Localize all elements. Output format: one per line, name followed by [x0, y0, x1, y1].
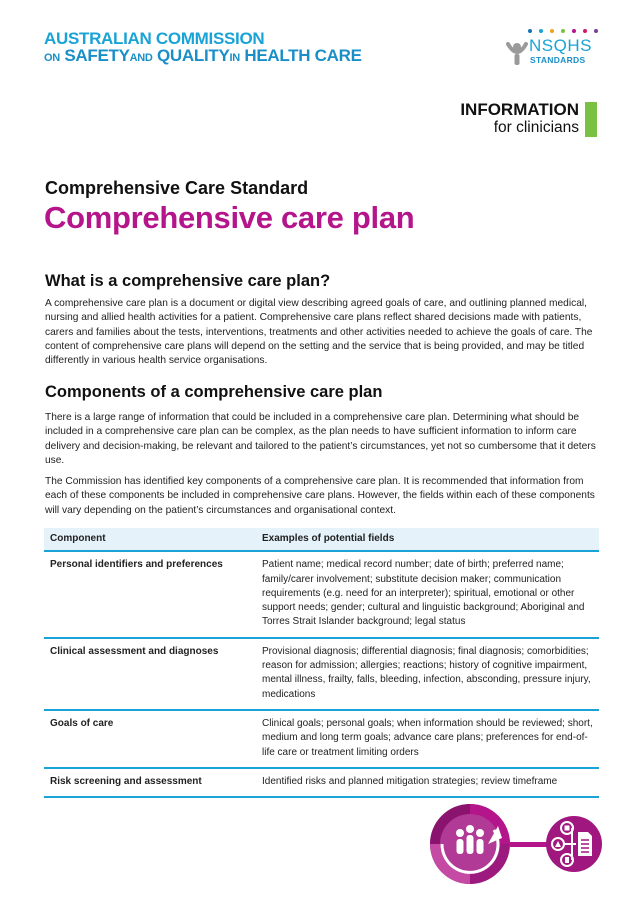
fields-cell: Clinical goals; personal goals; when information should be reviewed; short, medium and long term goals; advance care plans; preferences for end-of-life care or treatment limiting orders	[256, 710, 599, 768]
fields-cell: Patient name; medical record number; date of birth; preferred name; family/carer involvement; substitute decision maker; communication requirements (e.g. need for an interpreter); spiritual, emotional or other support needs; gender; cultural and linguistic background; Aboriginal and Torres Strait Islander background; legal status	[256, 551, 599, 637]
table-row	[44, 768, 599, 797]
care-plan-illustration	[428, 800, 608, 890]
logo-line-2: ON SAFETYAND QUALITYIN HEALTH CARE	[44, 46, 362, 65]
person-figure-icon	[506, 38, 528, 66]
information-audience: for clinicians	[493, 119, 579, 136]
information-label	[460, 101, 579, 137]
components-table	[44, 528, 599, 798]
nsqhs-logo	[506, 28, 606, 70]
section-heading-components: Components of a comprehensive care plan	[45, 383, 383, 401]
table-header-row	[44, 528, 599, 551]
team-cycle-icon	[430, 804, 510, 884]
nsqhs-name: NSQHS	[529, 36, 592, 55]
table-row	[44, 710, 599, 768]
section-body-components-2: The Commission has identified key components of a comprehensive care plan. It is recommended that information from each of these components be included in comprehensive care plans. However, the fields within each of these components will vary depending on the patient’s circumstances and organisational context.	[45, 476, 595, 516]
table-row	[44, 638, 599, 710]
commission-logo	[44, 30, 362, 67]
nsqhs-dots	[528, 29, 598, 33]
logo-line-1: AUSTRALIAN COMMISSION	[44, 29, 265, 48]
page-title: Comprehensive care plan	[44, 200, 415, 235]
standard-name: Comprehensive Care Standard	[45, 178, 309, 198]
component-cell: Personal identifiers and preferences	[44, 551, 256, 637]
green-accent-bar	[585, 102, 597, 137]
nsqhs-standards: STANDARDS	[530, 55, 586, 65]
component-cell: Goals of care	[44, 710, 256, 768]
table-row	[44, 551, 599, 637]
column-header-component: Component	[44, 528, 256, 551]
component-cell: Risk screening and assessment	[44, 768, 256, 797]
component-cell: Clinical assessment and diagnoses	[44, 638, 256, 710]
information-title: INFORMATION	[460, 100, 579, 119]
fields-cell: Identified risks and planned mitigation strategies; review timeframe	[256, 768, 599, 797]
section-body-what-is: A comprehensive care plan is a document or digital view describing agreed goals of care, and outlining planned medical, nursing and allied health activities for a patient. Comprehensive care plans reflect shared decisions made with patients, carers and families about the tests, interventions, treatments and other activities needed to achieve the goals of care. The content of comprehensive care plans will depend on the setting and the service that is being provided, and may be titled differently in various health service organisations.	[45, 298, 593, 367]
column-header-fields: Examples of potential fields	[256, 528, 599, 551]
section-body-components-1: There is a large range of information that could be included in a comprehensive care plan. Determining what should be included in a comprehensive care plan can be complex, as the plan needs to have sufficient information to inform care delivery and decision-making, be relevant and tailored to the patient’s circumstances, yet not so cumbersome that it deters use.	[45, 412, 596, 466]
fields-cell: Provisional diagnosis; differential diagnosis; final diagnosis; comorbidities; reason for admission; allergies; reactions; history of cognitive impairment, mental illness, frailty, falls, bleeding, infection, absconding, pressure injury, medications	[256, 638, 599, 710]
section-heading-what-is: What is a comprehensive care plan?	[45, 272, 331, 290]
connector-line	[510, 842, 550, 847]
document-plan-icon	[546, 816, 602, 872]
